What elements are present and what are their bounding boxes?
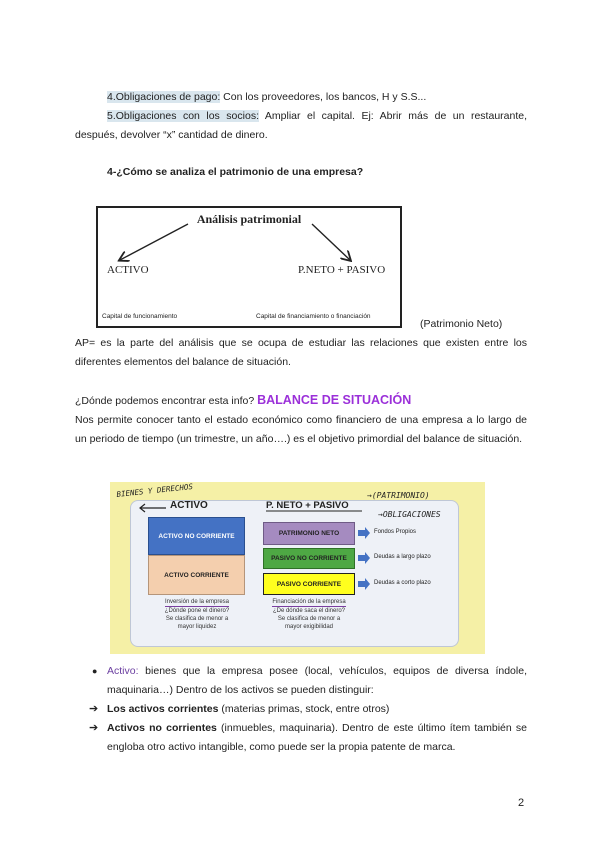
- obligaciones-handnote: →OBLIGACIONES: [378, 510, 441, 519]
- activo-label: ACTIVO: [107, 264, 149, 276]
- patrimonio-neto-note: (Patrimonio Neto): [420, 318, 503, 330]
- question-line: [75, 391, 527, 411]
- deudas-corto-label: Deudas a corto plazo: [374, 580, 431, 586]
- question-text: ¿Dónde podemos encontrar esta info?: [75, 395, 258, 407]
- pasivo-notes: [254, 598, 364, 631]
- corrientes-term: Los activos corrientes: [107, 703, 219, 715]
- activo-header: ACTIVO: [170, 500, 208, 511]
- patrimonio-neto-box: PATRIMONIO NETO: [263, 522, 355, 545]
- pasivo-corriente-box: PASIVO CORRIENTE: [263, 573, 355, 595]
- activo-notes: [142, 598, 252, 631]
- pasivo-note-2: ¿De dónde saca el dinero?: [272, 608, 346, 614]
- left-caption: Capital de funcionamiento: [102, 313, 178, 320]
- right-arrow: [312, 224, 350, 260]
- item-4-text: Con los proveedores, los bancos, H y S.S...: [220, 91, 427, 103]
- activo-no-corriente-box: ACTIVO NO CORRIENTE: [148, 517, 245, 555]
- pasivo-note-3: Se clasifica de menor a: [277, 616, 341, 622]
- section-heading: 4-¿Cómo se analiza el patrimonio de una empresa?: [107, 166, 364, 178]
- pneto-underline: [266, 509, 364, 513]
- item-activos-no-corrientes: [107, 719, 527, 757]
- activo-header-arrow: [138, 502, 168, 514]
- activo-note-2: ¿Dónde pone el dinero?: [164, 608, 230, 614]
- diagram-title: Análisis patrimonial: [196, 212, 302, 226]
- right-caption: Capital de financiamiento o financiación: [256, 313, 371, 320]
- pasivo-note-1: Financiación de la empresa: [272, 599, 346, 605]
- deudas-largo-label: Deudas a largo plazo: [374, 554, 431, 560]
- balance-highlight: BALANCE DE SITUACIÓN: [257, 393, 412, 407]
- pneto-pasivo-header: P. NETO + PASIVO: [266, 500, 349, 511]
- item-5-text: Ampliar el capital. Ej: Abrir más de un restaurante, después, devolver “x” cantidad de dinero.: [75, 110, 528, 141]
- balance-paragraph: Nos permite conocer tanto el estado económico como financiero de una empresa a lo largo de un periodo de tiempo (un trimestre, un año….) es el objetivo primordial del balance de situación.: [75, 414, 527, 445]
- item-activos-corrientes: [107, 700, 527, 719]
- activo-note-4: mayor liquidez: [177, 624, 217, 630]
- item-5-label: 5.Obligaciones con los socios:: [107, 110, 259, 122]
- pasivo-note-4: mayor exigibilidad: [284, 624, 334, 630]
- activo-definition: bienes que la empresa posee (local, vehículos, equipos de diversa índole, maquinaria…) Dentro de los activos se pueden distinguir:: [107, 665, 527, 696]
- bienes-derechos-handnote: BIENES Y DERECHOS: [116, 481, 194, 499]
- activo-note-1: Inversión de la empresa: [164, 599, 230, 605]
- item-4-label: 4.Obligaciones de pago:: [107, 91, 221, 103]
- no-corrientes-term: Activos no corrientes: [107, 722, 217, 734]
- arrow-right-icon: ➔: [89, 703, 99, 715]
- arrow-right-icon: ➔: [89, 722, 99, 734]
- fondos-propios-arrow-icon: [357, 526, 371, 540]
- no-corrientes-text: (inmuebles, maquinaria). Dentro de este último ítem también se engloba otro activo intangible, como puede ser la propia patente de marca.: [107, 722, 527, 753]
- bullet-activo: [107, 662, 527, 700]
- ap-paragraph: AP= es la parte del análisis que se ocupa de estudiar las relaciones que existen entre los diferentes elementos del balance de situación.: [75, 337, 527, 368]
- deudas-largo-arrow-icon: [357, 551, 371, 565]
- patrimonio-handnote: →(PATRIMONIO): [367, 491, 430, 500]
- analisis-patrimonial-diagram: [96, 206, 402, 328]
- activo-corriente-box: ACTIVO CORRIENTE: [148, 555, 245, 595]
- pneto-pasivo-label: P.NETO + PASIVO: [298, 264, 386, 276]
- activo-term: Activo:: [107, 665, 139, 677]
- item-4: [107, 88, 527, 107]
- balance-diagram: [110, 482, 485, 654]
- item-5: [75, 107, 527, 145]
- pasivo-no-corriente-box: PASIVO NO CORRIENTE: [263, 548, 355, 569]
- page-number: 2: [518, 797, 525, 809]
- left-arrow: [120, 224, 188, 260]
- fondos-propios-label: Fondos Propios: [374, 529, 417, 535]
- bullet-dot-icon: ●: [92, 666, 98, 676]
- deudas-corto-arrow-icon: [357, 577, 371, 591]
- corrientes-text: (materias primas, stock, entre otros): [218, 703, 390, 715]
- activo-note-3: Se clasifica de menor a: [165, 616, 229, 622]
